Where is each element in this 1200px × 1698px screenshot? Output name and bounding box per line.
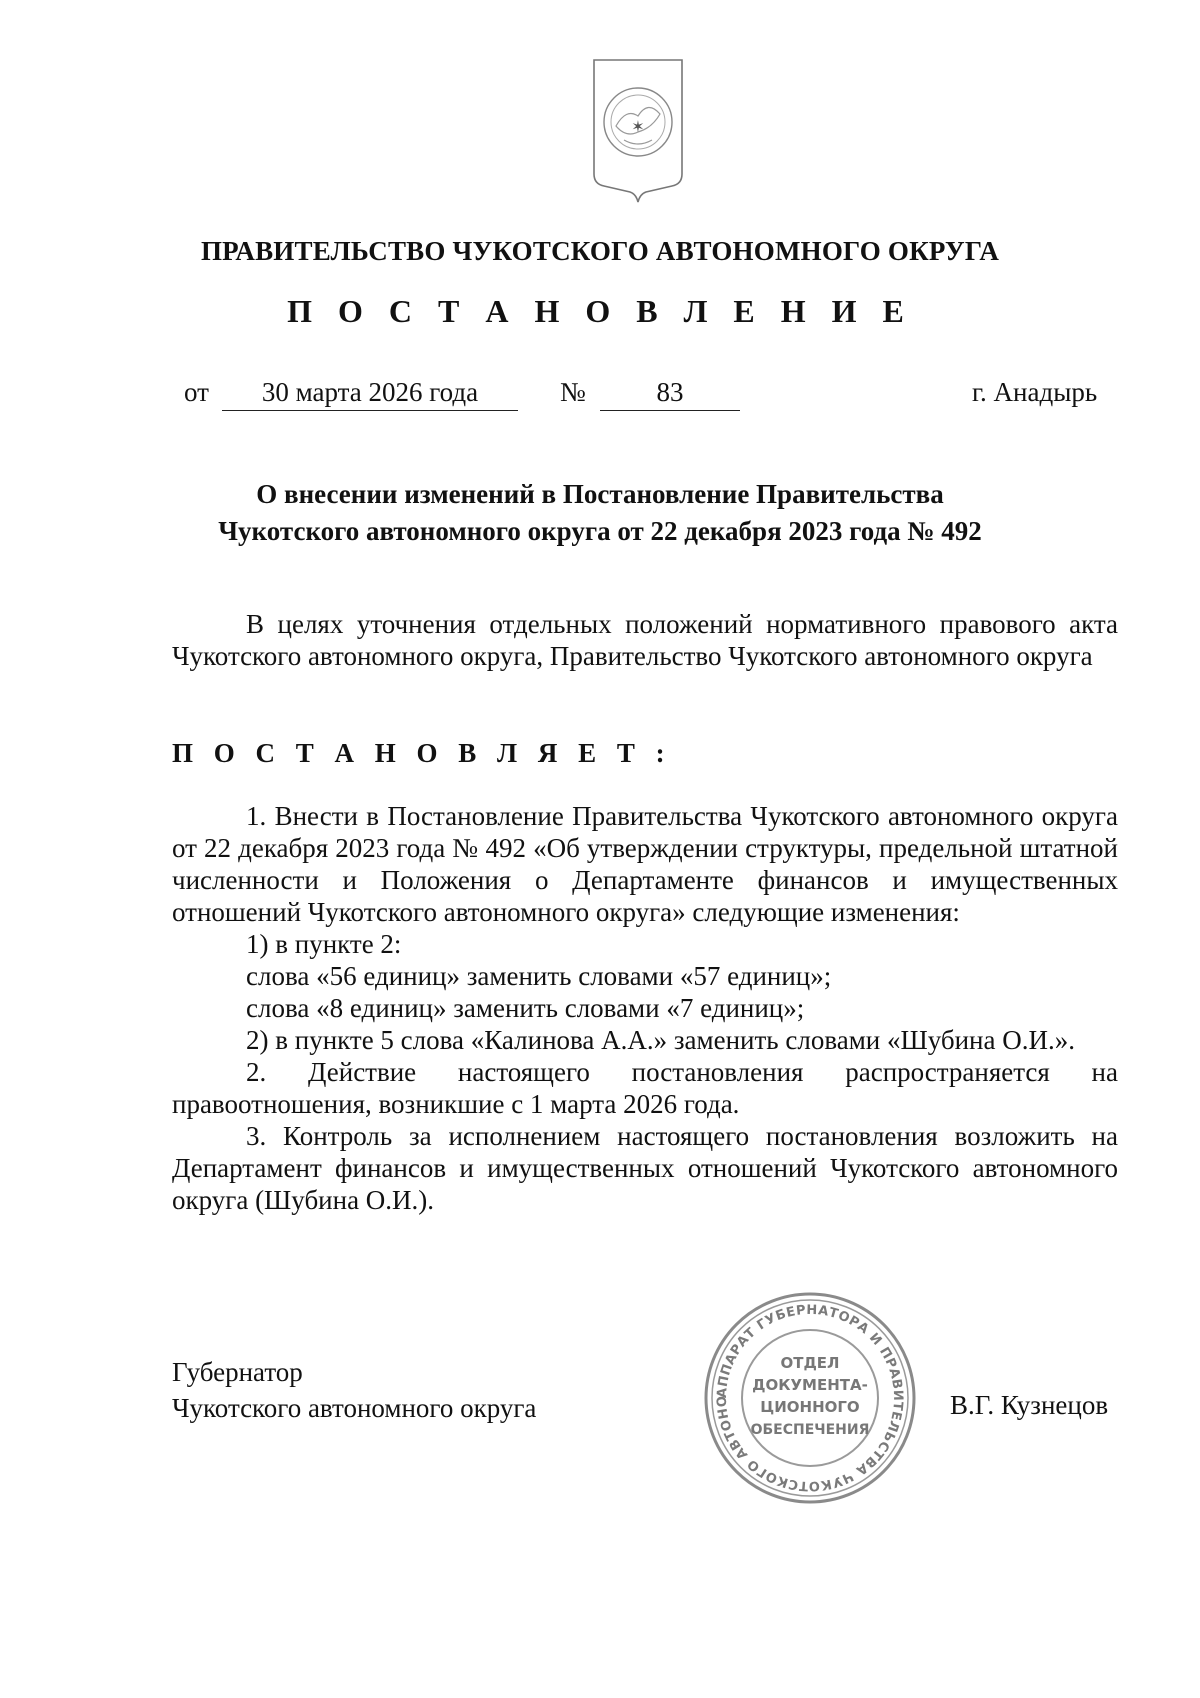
seal-center-text: ДОКУМЕНТА- [752, 1376, 868, 1394]
document-subject [0, 476, 1200, 550]
official-seal [700, 1288, 920, 1508]
position-line: Губернатор [172, 1357, 303, 1387]
preamble-text: В целях уточнения отдельных положений нормативного правового акта Чукотского автономного округа, Правительство Чукотского автономного округа [172, 609, 1118, 671]
item-1-sub-1: 1) в пункте 2: [246, 929, 402, 959]
subject-line: Чукотского автономного округа от 22 декабря 2023 года № 492 [218, 516, 982, 546]
signatory-position [172, 1354, 536, 1426]
item-2: 2. Действие настоящего постановления распространяется на правоотношения, возникшие с 1 марта 2026 года. [172, 1057, 1118, 1119]
document-place: г. Анадырь [972, 377, 1098, 407]
signatory-name: В.Г. Кузнецов [950, 1390, 1109, 1420]
item-1-sub-1-b: слова «8 единиц» заменить словами «7 единиц»; [246, 993, 805, 1023]
decrees-label: П О С Т А Н О В Л Я Е Т : [172, 738, 672, 768]
item-1: 1. Внести в Постановление Правительства Чукотского автономного округа от 22 декабря 2023 года № 492 «Об утверждении структуры, предельной штатной численности и Положения о Департаменте финансов и имущественных отношений Чукотского автономного округа» следующие изменения: [172, 801, 1118, 927]
date-label: от [184, 377, 209, 407]
item-1-sub-1-a: слова «56 единиц» заменить словами «57 единиц»; [246, 961, 832, 991]
subject-line: О внесении изменений в Постановление Правительства [256, 479, 944, 509]
number-label: № [560, 377, 586, 407]
item-1-sub-2: 2) в пункте 5 слова «Калинова А.А.» заменить словами «Шубина О.И.». [246, 1025, 1075, 1055]
item-3: 3. Контроль за исполнением настоящего постановления возложить на Департамент финансов и имущественных отношений Чукотского автономного округа (Шубина О.И.). [172, 1121, 1118, 1215]
coat-of-arms-icon [590, 56, 686, 206]
decree-items [172, 800, 1118, 1216]
svg-text:✶: ✶ [631, 119, 645, 136]
position-line: Чукотского автономного округа [172, 1393, 537, 1423]
document-number: 83 [600, 377, 740, 411]
seal-ring-text: АППАРАТ ГУБЕРНАТОРА И ПРАВИТЕЛЬСТВА ЧУКОТСКОГО АВТОНО [714, 1302, 906, 1494]
seal-center-text: ОТДЕЛ [780, 1354, 840, 1372]
government-title: ПРАВИТЕЛЬСТВО ЧУКОТСКОГО АВТОНОМНОГО ОКРУГА [200, 236, 1000, 266]
document-date: 30 марта 2026 года [222, 377, 518, 411]
preamble [172, 608, 1118, 672]
seal-center-text: ОБЕСПЕЧЕНИЯ [750, 1422, 870, 1438]
seal-center-text: ЦИОННОГО [760, 1398, 860, 1416]
document-type: П О С Т А Н О В Л Е Н И Е [287, 293, 913, 329]
